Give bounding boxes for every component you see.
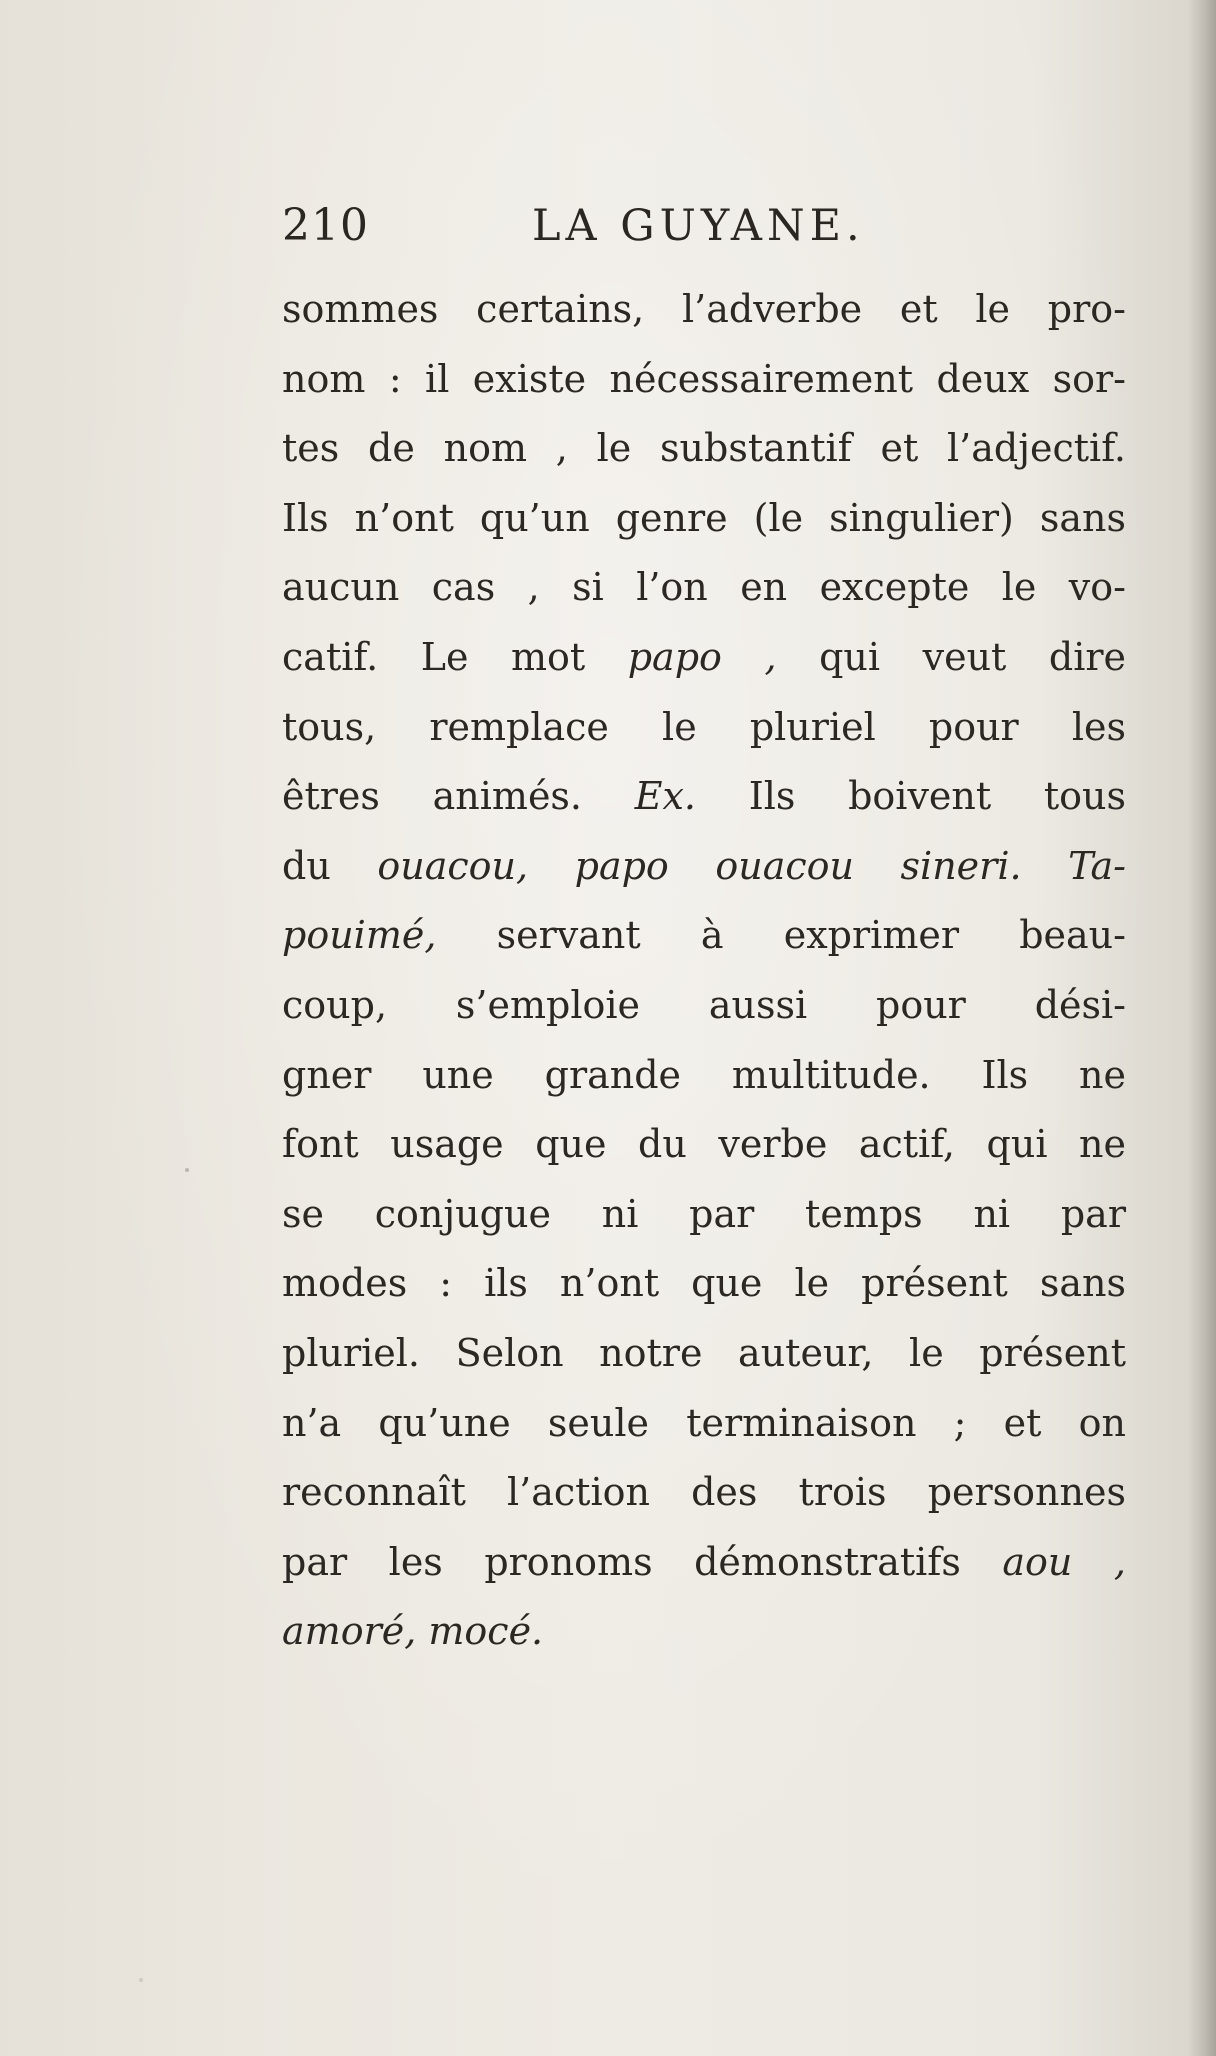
italic-text: ouacou, papo ouacou sineri. Ta- (377, 843, 1126, 888)
text-line (282, 1597, 1126, 1667)
text-line (282, 484, 1126, 554)
text-segment: reconnaît l’action des trois personnes (282, 1470, 1126, 1515)
italic-text: amoré, mocé. (282, 1609, 544, 1654)
text-segment: par les pronoms démonstratifs (282, 1539, 1003, 1584)
italic-text: aou , (1002, 1539, 1126, 1584)
text-line (282, 1041, 1126, 1111)
text-segment: se conjugue ni par temps ni par (282, 1191, 1126, 1236)
text-line (282, 762, 1126, 832)
text-segment: font usage que du verbe actif, qui ne (282, 1122, 1126, 1167)
text-line (282, 1180, 1126, 1250)
text-line (282, 1319, 1126, 1389)
italic-text: pouimé, (282, 913, 437, 958)
text-line (282, 1458, 1126, 1528)
text-segment: modes : ils n’ont que le présent sans (282, 1261, 1126, 1306)
paper-speck (185, 1168, 189, 1172)
text-segment: nom : il existe nécessairement deux sor- (282, 356, 1126, 401)
text-segment: pluriel. Selon notre auteur, le présent (282, 1330, 1126, 1375)
text-segment: êtres animés. (282, 774, 635, 819)
text-line (282, 1110, 1126, 1180)
text-segment: gner une grande multitude. Ils ne (282, 1052, 1126, 1097)
text-line (282, 832, 1126, 902)
text-line (282, 693, 1126, 763)
text-segment: qui veut dire (776, 634, 1126, 679)
text-segment: n’a qu’une seule terminaison ; et on (282, 1400, 1126, 1445)
text-line (282, 1389, 1126, 1459)
page-edge-shadow (1188, 0, 1216, 2056)
text-line (282, 623, 1126, 693)
body-text (282, 275, 1126, 1667)
text-segment: du (282, 843, 378, 888)
text-segment: aucun cas , si l’on en excepte le vo- (282, 565, 1126, 610)
paper-speck (139, 1978, 143, 1982)
text-line (282, 1249, 1126, 1319)
text-segment: servant à exprimer beau- (436, 913, 1126, 958)
text-line (282, 553, 1126, 623)
text-segment: catif. Le mot (282, 634, 628, 679)
page-header (282, 198, 1126, 254)
italic-text: Ex. (634, 774, 696, 819)
text-segment: coup, s’emploie aussi pour dési- (282, 982, 1126, 1027)
text-segment: Ils n’ont qu’un genre (le singulier) sans (282, 495, 1126, 540)
text-line (282, 414, 1126, 484)
text-segment: tes de nom , le substantif et l’adjectif. (282, 426, 1126, 471)
text-line (282, 275, 1126, 345)
text-line (282, 971, 1126, 1041)
text-segment: Ils boivent tous (695, 774, 1126, 819)
text-line (282, 1528, 1126, 1598)
text-line (282, 345, 1126, 415)
text-segment: sommes certains, l’adverbe et le pro- (282, 287, 1126, 331)
page-number: 210 (282, 200, 369, 251)
italic-text: papo , (627, 634, 777, 679)
text-segment: tous, remplace le pluriel pour les (282, 704, 1126, 749)
text-line (282, 901, 1126, 971)
running-title: LA GUYANE. (532, 201, 865, 251)
